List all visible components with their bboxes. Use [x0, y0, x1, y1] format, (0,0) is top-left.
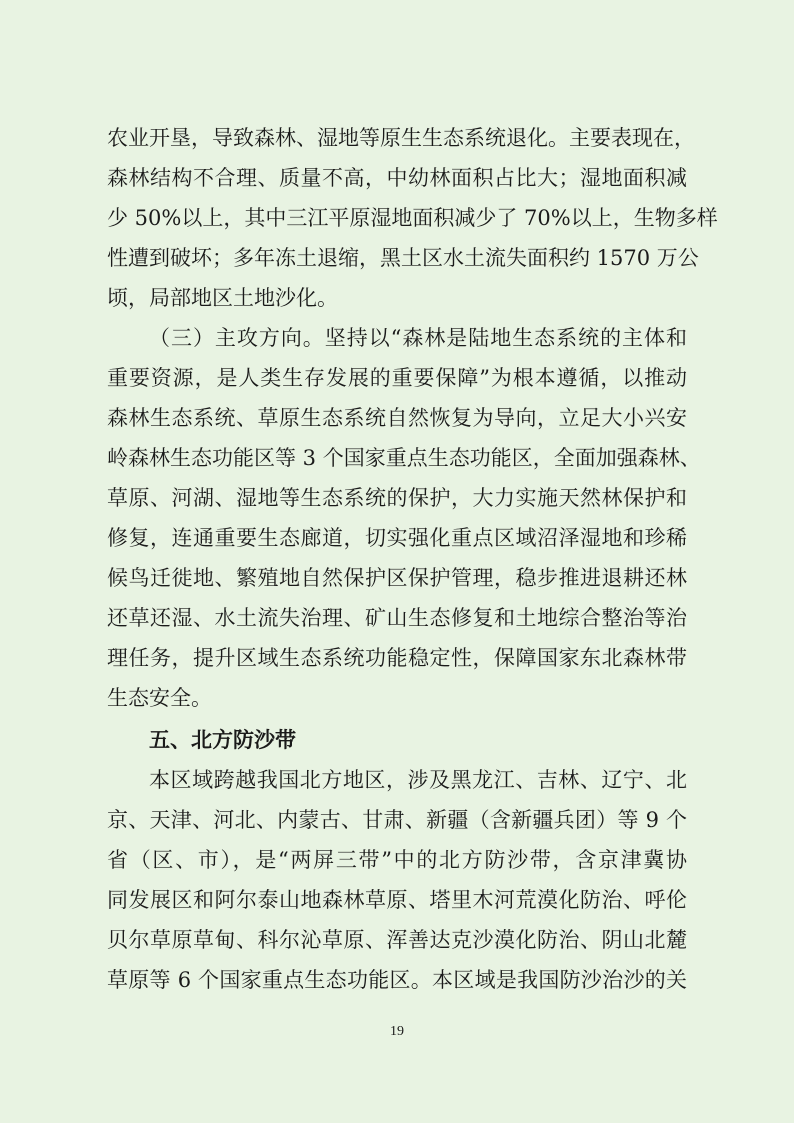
paragraph-2-line-5: 草原、河湖、湿地等生态系统的保护，大力实施天然林保护和: [107, 486, 687, 510]
paragraph-2-line-8: 还草还湿、水土流失治理、矿山生态修复和土地综合整治等治: [107, 606, 687, 630]
paragraph-1-line-4: 性遭到破坏；多年冻土退缩，黑土区水土流失面积约 1570 万公: [107, 246, 699, 270]
paragraph-3-line-4: 同发展区和阿尔泰山地森林草原、塔里木河荒漠化防治、呼伦: [107, 888, 687, 912]
page-number: 19: [390, 1024, 404, 1039]
paragraph-1-line-1: 农业开垦，导致森林、湿地等原生生态系统退化。主要表现在，: [107, 126, 695, 150]
paragraph-1-line-3: 少 50%以上，其中三江平原湿地面积减少了 70%以上，生物多样: [107, 206, 718, 230]
paragraph-3-line-2: 京、天津、河北、内蒙古、甘肃、新疆（含新疆兵团）等 9 个: [107, 808, 687, 832]
paragraph-2-line-6: 修复，连通重要生态廊道，切实强化重点区域沼泽湿地和珍稀: [107, 526, 687, 550]
paragraph-2-line-10: 生态安全。: [107, 686, 212, 710]
paragraph-3-line-5: 贝尔草原草甸、科尔沁草原、浑善达克沙漠化防治、阴山北麓: [107, 928, 687, 952]
paragraph-2-line-4: 岭森林生态功能区等 3 个国家重点生态功能区，全面加强森林、: [107, 446, 701, 470]
paragraph-2-line-3: 森林生态系统、草原生态系统自然恢复为导向，立足大小兴安: [107, 406, 687, 430]
section-heading: 五、北方防沙带: [149, 728, 296, 752]
paragraph-3-line-3: 省（区、市），是“两屏三带”中的北方防沙带，含京津冀协: [107, 848, 687, 872]
paragraph-3-line-1: 本区域跨越我国北方地区，涉及黑龙江、吉林、辽宁、北: [149, 768, 687, 792]
paragraph-1-line-2: 森林结构不合理、质量不高，中幼林面积占比大；湿地面积减: [107, 166, 687, 190]
paragraph-3-line-6: 草原等 6 个国家重点生态功能区。本区域是我国防沙治沙的关: [107, 968, 687, 992]
paragraph-1-line-5: 顷，局部地区土地沙化。: [107, 286, 338, 310]
paragraph-2-line-1: （三）主攻方向。坚持以“森林是陆地生态系统的主体和: [149, 326, 687, 350]
paragraph-2-line-7: 候鸟迁徙地、繁殖地自然保护区保护管理，稳步推进退耕还林: [107, 566, 687, 590]
paragraph-2-line-2: 重要资源，是人类生存发展的重要保障”为根本遵循，以推动: [107, 366, 687, 390]
paragraph-2-line-9: 理任务，提升区域生态系统功能稳定性，保障国家东北森林带: [107, 646, 687, 670]
